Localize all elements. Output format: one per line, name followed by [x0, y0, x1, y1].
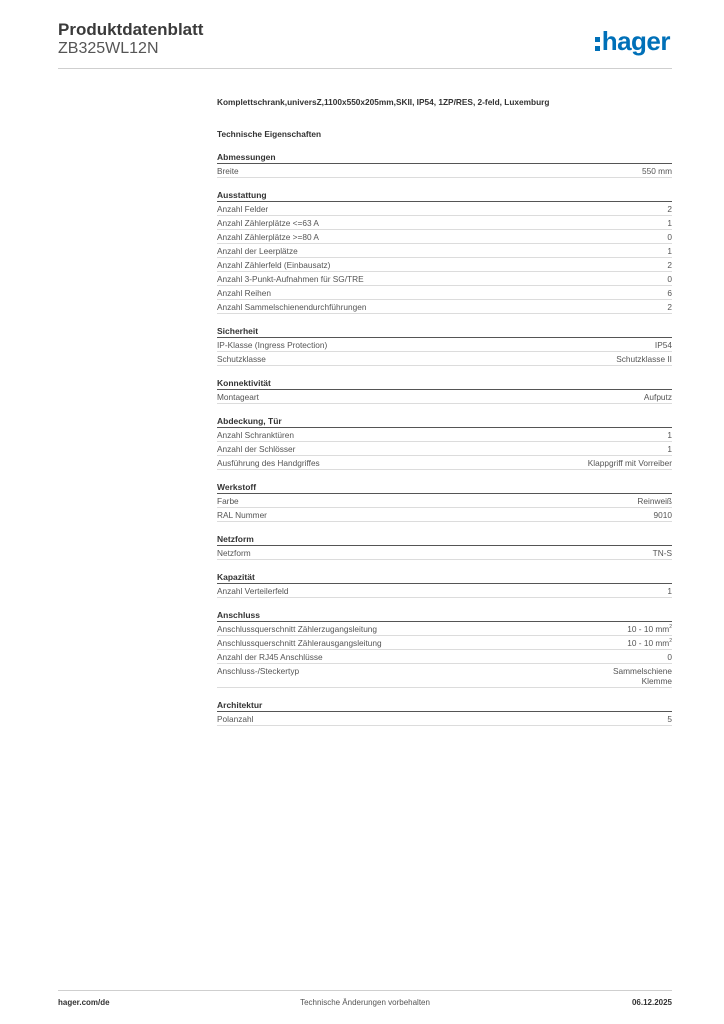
property-label: Breite [217, 166, 239, 176]
property-value [667, 246, 672, 256]
property-label: Schutzklasse [217, 354, 266, 364]
section-0 [217, 152, 672, 178]
property-value [642, 166, 672, 176]
property-value-text: 2 [667, 204, 672, 214]
property-value-text: 1 [667, 430, 672, 440]
property-value [653, 548, 672, 558]
property-label: Anzahl Sammelschienendurchführungen [217, 302, 367, 312]
property-value-line: Sammelschiene [612, 666, 672, 676]
property-label: Anzahl Zählerplätze <=63 A [217, 218, 319, 228]
hager-logo [595, 26, 670, 56]
property-value-text: 10 - 10 mm [627, 638, 670, 648]
property-value-text: Reinweiß [637, 496, 672, 506]
property-label: Anzahl der Schlösser [217, 444, 296, 454]
property-label: Anschlussquerschnitt Zählerausgangsleitung [217, 638, 382, 648]
property-label: Anzahl Zählerfeld (Einbausatz) [217, 260, 331, 270]
property-row [217, 352, 672, 366]
property-label: Anzahl Reihen [217, 288, 271, 298]
header-divider [58, 68, 672, 69]
property-label: Anzahl Schranktüren [217, 430, 295, 440]
property-value [667, 430, 672, 440]
property-value-text: 5 [667, 714, 672, 724]
property-label: Anschlussquerschnitt Zählerzugangsleitung [217, 624, 378, 634]
property-value-text: 1 [667, 218, 672, 228]
property-value-text: TN-S [652, 548, 672, 558]
property-value [667, 652, 672, 662]
property-value-text: 2 [667, 260, 672, 270]
section-heading: Sicherheit [217, 326, 672, 338]
property-row [217, 664, 672, 688]
section-3 [217, 378, 672, 404]
property-row [217, 272, 672, 286]
property-value [667, 274, 672, 284]
property-label: Anschluss-/Steckertyp [217, 666, 300, 676]
property-value-text: 1 [667, 246, 672, 256]
property-value-text: 6 [667, 288, 672, 298]
property-row [217, 244, 672, 258]
property-value [627, 624, 672, 634]
footer-disclaimer: Technische Änderungen vorbehalten [300, 998, 430, 1007]
section-5 [217, 482, 672, 522]
section-1 [217, 190, 672, 314]
section-2 [217, 326, 672, 366]
property-row [217, 390, 672, 404]
property-value [588, 458, 672, 468]
logo-dots-icon [595, 35, 600, 53]
property-value [667, 444, 672, 454]
property-row [217, 494, 672, 508]
property-row [217, 258, 672, 272]
property-row [217, 508, 672, 522]
property-label: Polanzahl [217, 714, 254, 724]
unit-superscript: 2 [669, 638, 672, 645]
logo-text: hager [601, 26, 670, 56]
property-label: Anzahl 3-Punkt-Aufnahmen für SG/TRE [217, 274, 364, 284]
property-row [217, 456, 672, 470]
property-value-line: Klemme [641, 676, 672, 686]
section-heading: Abdeckung, Tür [217, 416, 672, 428]
property-value-text: Klappgriff mit Vorreiber [587, 458, 672, 468]
section-heading: Konnektivität [217, 378, 672, 390]
section-heading: Abmessungen [217, 152, 672, 164]
footer-website: hager.com/de [58, 998, 110, 1007]
property-row [217, 202, 672, 216]
section-heading: Anschluss [217, 610, 672, 622]
property-row [217, 230, 672, 244]
tech-properties-heading: Technische Eigenschaften [217, 129, 322, 139]
property-value [627, 638, 672, 648]
property-value [667, 232, 672, 242]
footer-date: 06.12.2025 [631, 998, 672, 1007]
property-value [667, 260, 672, 270]
unit-superscript: 2 [669, 624, 672, 631]
article-number: ZB325WL12N [58, 40, 159, 57]
property-label: Anzahl der Leerplätze [217, 246, 298, 256]
property-row [217, 636, 672, 650]
property-sections [217, 152, 672, 726]
property-label: Farbe [217, 496, 239, 506]
property-value-text: 1 [667, 444, 672, 454]
section-8 [217, 610, 672, 688]
property-label: Montageart [217, 392, 259, 402]
property-value [655, 340, 672, 350]
property-row [217, 546, 672, 560]
property-value [637, 496, 672, 506]
property-value [654, 510, 672, 520]
section-heading: Netzform [217, 534, 672, 546]
property-row [217, 286, 672, 300]
property-label: Ausführung des Handgriffes [217, 458, 320, 468]
property-value-text: IP54 [654, 340, 672, 350]
property-value [667, 586, 672, 596]
property-label: Anzahl Zählerplätze >=80 A [217, 232, 319, 242]
section-4 [217, 416, 672, 470]
property-value [667, 204, 672, 214]
property-value [667, 288, 672, 298]
property-value-text: 0 [667, 232, 672, 242]
property-label: Anzahl der RJ45 Anschlüsse [217, 652, 323, 662]
property-label: RAL Nummer [217, 510, 267, 520]
property-row [217, 712, 672, 726]
section-heading: Kapazität [217, 572, 672, 584]
page-title: Produktdatenblatt [58, 20, 204, 39]
property-value-text: 2 [667, 302, 672, 312]
property-row [217, 650, 672, 664]
property-value-text: 0 [667, 652, 672, 662]
property-row [217, 622, 672, 636]
property-value [667, 218, 672, 228]
page-header [58, 20, 672, 68]
section-heading: Werkstoff [217, 482, 672, 494]
property-value [644, 392, 672, 402]
footer-divider [58, 990, 672, 991]
property-row [217, 216, 672, 230]
property-label: IP-Klasse (Ingress Protection) [217, 340, 328, 350]
section-heading: Architektur [217, 700, 672, 712]
property-label: Netzform [217, 548, 251, 558]
property-value [667, 302, 672, 312]
property-value-text: 9010 [653, 510, 672, 520]
section-heading: Ausstattung [217, 190, 672, 202]
property-value-text: 10 - 10 mm [627, 624, 670, 634]
product-description: Komplettschrank,universZ,1100x550x205mm,SKII, IP54, 1ZP/RES, 2-feld, Luxemburg [217, 97, 550, 107]
datasheet-content [217, 96, 672, 726]
property-value-text: Aufputz [643, 392, 672, 402]
property-row [217, 164, 672, 178]
property-value [667, 714, 672, 724]
section-7 [217, 572, 672, 598]
property-label: Anzahl Verteilerfeld [217, 586, 289, 596]
property-row [217, 300, 672, 314]
property-value-text: 0 [667, 274, 672, 284]
property-row [217, 338, 672, 352]
property-value-text: Schutzklasse II [616, 354, 672, 364]
property-value-text: 1 [667, 586, 672, 596]
property-row [217, 428, 672, 442]
property-label: Anzahl Felder [217, 204, 269, 214]
property-row [217, 584, 672, 598]
property-row [217, 442, 672, 456]
section-6 [217, 534, 672, 560]
property-value-text: 550 mm [642, 166, 672, 176]
property-value [613, 666, 672, 686]
page-footer [58, 998, 672, 1010]
property-value [616, 354, 672, 364]
section-9 [217, 700, 672, 726]
